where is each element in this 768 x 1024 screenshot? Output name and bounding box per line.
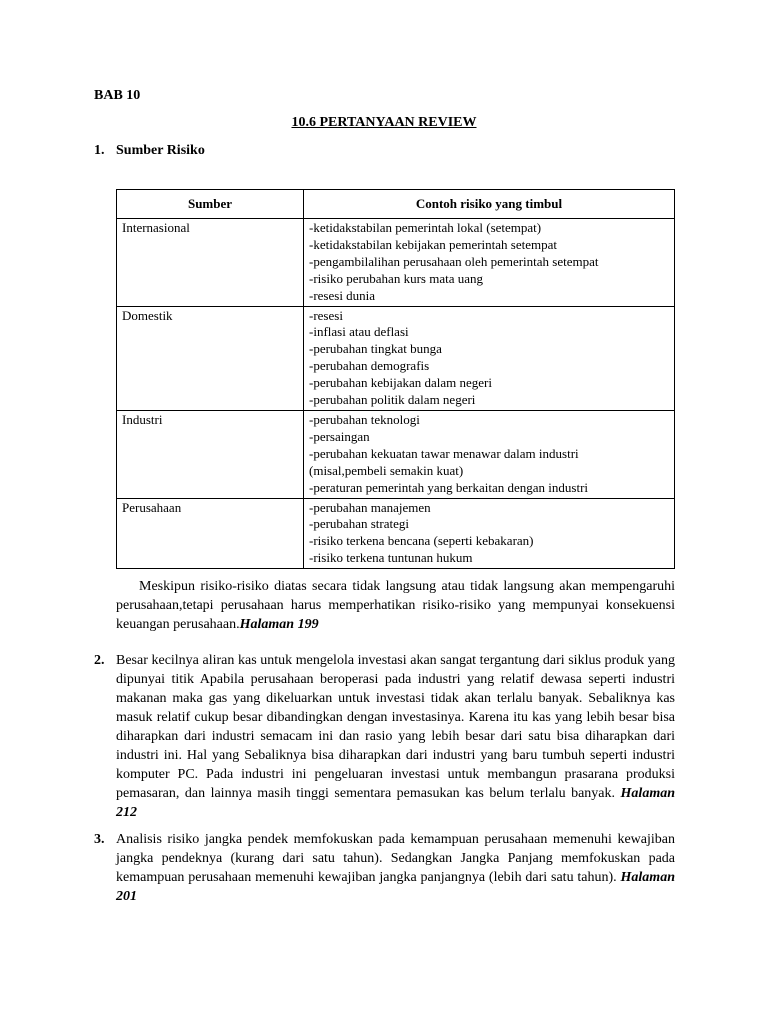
risk-item: -perubahan politik dalam negeri (309, 392, 476, 408)
risk-item: -risiko terkena bencana (seperti kebakaran) (309, 533, 534, 549)
risk-item: -pengambilalihan perusahaan oleh pemerintah setempat (309, 253, 599, 269)
risk-item: (misal,pembeli semakin kuat) (309, 462, 464, 478)
header-source: Sumber (117, 190, 304, 219)
paragraph-summary (116, 577, 675, 634)
risk-item: -persaingan (309, 428, 370, 444)
risk-item: -resesi dunia (309, 287, 376, 303)
question-1-number: 1. (94, 143, 105, 158)
page-reference: Halaman 201 (116, 870, 675, 904)
risk-item: -perubahan demografis (309, 358, 430, 374)
page-reference: Halaman 199 (239, 617, 319, 632)
risk-examples-cell (304, 219, 675, 307)
risk-item: -perubahan manajemen (309, 499, 431, 515)
paragraph-summary-text: Meskipun risiko-risiko diatas secara tidak langsung atau tidak langsung akan mempengaruhi perusahaan,tetapi perusahaan harus memperhatikan risiko-risiko yang mempunyai konsekuensi keuangan perusahaan. (116, 579, 675, 632)
risk-item: -ketidakstabilan kebijakan pemerintah setempat (309, 236, 557, 252)
risk-item: -resesi (309, 307, 343, 323)
risk-item: -perubahan strategi (309, 516, 409, 532)
table-body (117, 219, 675, 569)
question-2-answer (116, 651, 675, 822)
table-row (117, 306, 675, 410)
risk-source-table (116, 189, 675, 569)
risk-item: -perubahan tingkat bunga (309, 341, 442, 357)
risk-source-cell: Domestik (117, 306, 304, 410)
risk-examples-cell (304, 410, 675, 498)
risk-source-cell: Internasional (117, 219, 304, 307)
question-1-heading (94, 143, 205, 159)
section-title: 10.6 PERTANYAAN REVIEW (291, 115, 477, 130)
risk-item: -ketidakstabilan pemerintah lokal (setempat) (309, 220, 542, 235)
risk-item: -perubahan kekuatan tawar menawar dalam industri (309, 445, 579, 461)
risk-examples-cell (304, 498, 675, 569)
question-3-answer (116, 830, 675, 906)
question-1-title: Sumber Risiko (116, 143, 205, 158)
risk-item: -inflasi atau deflasi (309, 324, 409, 340)
risk-item: -perubahan teknologi (309, 411, 420, 427)
risk-item: -perubahan kebijakan dalam negeri (309, 375, 492, 391)
question-2-number: 2. (94, 653, 105, 668)
risk-item: -risiko terkena tuntunan hukum (309, 550, 473, 566)
table-row (117, 219, 675, 307)
header-risk-examples: Contoh risiko yang timbul (304, 190, 675, 219)
question-3-text: Analisis risiko jangka pendek memfokuskan pada kemampuan perusahaan memenuhi kewajiban jangka pendeknya (kurang dari satu tahun). Sedangkan Jangka Panjang memfokuskan pada kemampuan perusahaan memenuhi kewajiban jangka panjangnya (lebih dari satu tahun). (116, 832, 675, 885)
risk-source-cell: Perusahaan (117, 498, 304, 569)
table-header-row (117, 190, 675, 219)
chapter-heading: BAB 10 (94, 88, 141, 103)
table-row (117, 498, 675, 569)
page-reference: Halaman 212 (116, 786, 676, 820)
risk-item: -risiko perubahan kurs mata uang (309, 270, 484, 286)
question-2-text: Besar kecilnya aliran kas untuk mengelola investasi akan sangat tergantung dari siklus produk yang dipunyai titik Apabila perusahaan beroperasi pada industri yang relatif dewasa seperti industri makanan maka gas yang dikeluarkan untuk investasi tidak akan terlalu banyak. Sebaliknya kas masuk relatif cukup besar dibandingkan dengan investasinya. Karena itu kas yang lebih besar bisa diharapkan dari industri semacam ini dan rasio yang lebih besar dari satu bisa diharapkan dari industri ini. Hal yang Sebaliknya bisa diharapkan dari industri yang baru tumbuh seperti industri komputer PC. Pada industri ini pengeluaran investasi untuk membangun prasarana produksi pemasaran, dan lainnya masih tinggi sementara pemasukan kas belum terlalu banyak. (116, 653, 675, 801)
risk-item: -peraturan pemerintah yang berkaitan dengan industri (309, 479, 589, 495)
risk-examples-cell (304, 306, 675, 410)
question-3-number: 3. (94, 832, 105, 847)
risk-source-cell: Industri (117, 410, 304, 498)
table-row (117, 410, 675, 498)
